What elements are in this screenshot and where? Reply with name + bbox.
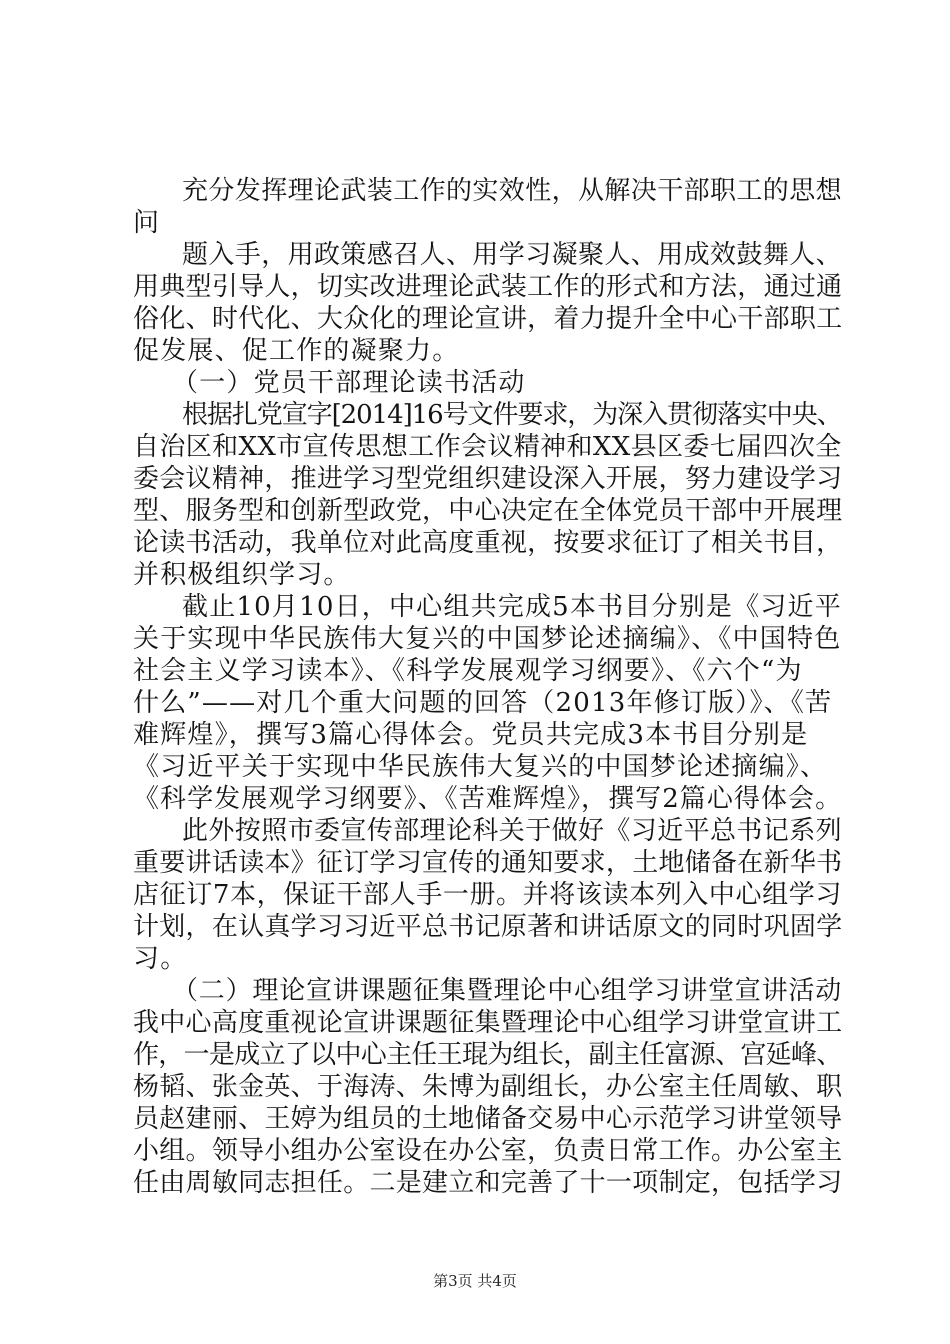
text-line: 习。 bbox=[133, 944, 188, 974]
text-line: 任由周敏同志担任。二是建立和完善了十一项制定，包括学习 bbox=[133, 1168, 843, 1198]
text-line: 计划，在认真学习习近平总书记原著和讲话原文的同时巩固学 bbox=[133, 912, 843, 942]
text-line: 员赵建丽、王婷为组员的土地储备交易中心示范学习讲堂领导 bbox=[133, 1104, 843, 1134]
text-line: 根据扎党宣字[2014]16号文件要求，为深入贯彻落实中央、 bbox=[182, 400, 842, 430]
text-line: 什么”——对几个重大问题的回答（2013年修订版）》、《苦 bbox=[133, 688, 833, 718]
section-heading: （一）党员干部理论读书活动 bbox=[172, 368, 526, 398]
text-line: 小组。领导小组办公室设在办公室，负责日常工作。办公室主 bbox=[133, 1136, 843, 1166]
text-line: 《习近平关于实现中华民族伟大复兴的中国梦论述摘编》、 bbox=[133, 752, 828, 782]
text-line: 关于实现中华民族伟大复兴的中国梦论述摘编》、《中国特色 bbox=[133, 624, 842, 654]
text-line: 难辉煌》，撰写3篇心得体会。党员共完成3本书目分别是 bbox=[133, 720, 809, 750]
text-line: 问 bbox=[133, 208, 161, 238]
text-line: 杨韬、张金英、于海涛、朱博为副组长，办公室主任周敏、职 bbox=[133, 1072, 843, 1102]
text-line: 社会主义学习读本》、《科学发展观学习纲要》、《六个“为 bbox=[133, 656, 803, 686]
text-line: 截止10月10日，中心组共完成5本书目分别是《习近平 bbox=[182, 592, 842, 622]
text-line: 自治区和XX市宣传思想工作会议精神和XX县区委七届四次全 bbox=[133, 432, 842, 462]
text-line: 《科学发展观学习纲要》、《苦难辉煌》，撰写2篇心得体会。 bbox=[133, 784, 843, 814]
page-number-footer: 第3页 共4页 bbox=[433, 1272, 517, 1290]
text-line: 促发展、促工作的凝聚力。 bbox=[133, 336, 460, 366]
text-line: 俗化、时代化、大众化的理论宣讲，着力提升全中心干部职工 bbox=[133, 304, 843, 334]
text-line: 并积极组织学习。 bbox=[133, 560, 351, 590]
text-line: 此外按照市委宣传部理论科关于做好《习近平总书记系列 bbox=[182, 816, 843, 846]
text-line: 委会议精神，推进学习型党组织建设深入开展，努力建设学习 bbox=[133, 464, 843, 494]
text-line: 论读书活动，我单位对此高度重视，按要求征订了相关书目， bbox=[133, 528, 843, 558]
text-line: 题入手，用政策感召人、用学习凝聚人、用成效鼓舞人、 bbox=[182, 240, 843, 270]
text-line: 充分发挥理论武装工作的实效性，从解决干部职工的思想 bbox=[182, 176, 843, 206]
text-line: 作，一是成立了以中心主任王琨为组长，副主任富源、宫延峰、 bbox=[133, 1040, 842, 1070]
section-heading: （二）理论宣讲课题征集暨理论中心组学习讲堂宣讲活动 bbox=[172, 976, 843, 1006]
text-line: 用典型引导人，切实改进理论武装工作的形式和方法，通过通 bbox=[133, 272, 843, 302]
text-line: 我中心高度重视论宣讲课题征集暨理论中心组学习讲堂宣讲工 bbox=[133, 1008, 843, 1038]
text-line: 型、服务型和创新型政党，中心决定在全体党员干部中开展理 bbox=[133, 496, 843, 526]
text-line: 重要讲话读本》征订学习宣传的通知要求，土地储备在新华书 bbox=[133, 848, 843, 878]
text-line: 店征订7本，保证干部人手一册。并将该读本列入中心组学习 bbox=[133, 880, 842, 910]
